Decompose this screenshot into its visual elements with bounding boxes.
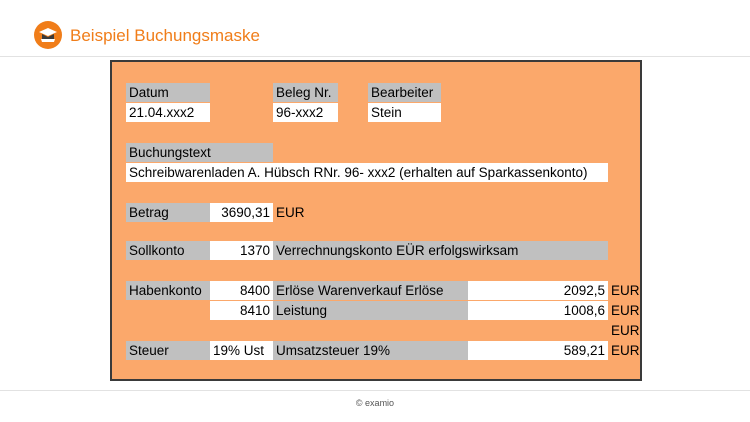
steuer-label: Steuer — [126, 341, 210, 360]
beleg-label: Beleg Nr. — [273, 83, 338, 102]
footer-divider — [0, 390, 750, 391]
haben-row-1-amount-field[interactable]: 2092,5 — [468, 281, 608, 300]
steuer-rate-field[interactable]: 19% Ust — [210, 341, 273, 360]
haben-row-2-number-field[interactable]: 8410 — [210, 301, 273, 320]
haben-row-2-name: Leistung — [273, 301, 468, 320]
header-divider — [0, 56, 750, 57]
examio-logo-icon — [33, 20, 63, 50]
steuer-amount-field[interactable]: 589,21 — [468, 341, 608, 360]
page-title: Beispiel Buchungsmaske — [70, 26, 260, 45]
sollkonto-label: Sollkonto — [126, 241, 210, 260]
sollkonto-number-field[interactable]: 1370 — [210, 241, 273, 260]
steuer-name: Umsatzsteuer 19% — [273, 341, 468, 360]
datum-field[interactable]: 21.04.xxx2 — [126, 103, 210, 122]
haben-row-1-number-field[interactable]: 8400 — [210, 281, 273, 300]
betrag-label: Betrag — [126, 203, 210, 222]
haben-extra-currency: EUR — [611, 323, 640, 338]
buchungstext-label: Buchungstext — [126, 143, 273, 162]
booking-form-panel — [110, 60, 642, 381]
buchungstext-field[interactable]: Schreibwarenladen A. Hübsch RNr. 96- xxx2 (erhalten auf Sparkassenkonto) — [126, 163, 608, 182]
footer-copyright: © examio — [355, 398, 395, 408]
bearbeiter-field[interactable]: Stein — [368, 103, 441, 122]
sollkonto-name: Verrechnungskonto EÜR erfolgswirksam — [273, 241, 608, 260]
steuer-currency: EUR — [611, 343, 640, 358]
haben-row-2-amount-field[interactable]: 1008,6 — [468, 301, 608, 320]
haben-row-1-name: Erlöse Warenverkauf Erlöse — [273, 281, 468, 300]
bearbeiter-label: Bearbeiter — [368, 83, 441, 102]
datum-label: Datum — [126, 83, 210, 102]
habenkonto-label: Habenkonto — [126, 281, 210, 300]
betrag-currency: EUR — [276, 205, 305, 220]
haben-row-2-currency: EUR — [611, 303, 640, 318]
betrag-field[interactable]: 3690,31 — [210, 203, 273, 222]
beleg-field[interactable]: 96-xxx2 — [273, 103, 338, 122]
haben-row-1-currency: EUR — [611, 283, 640, 298]
